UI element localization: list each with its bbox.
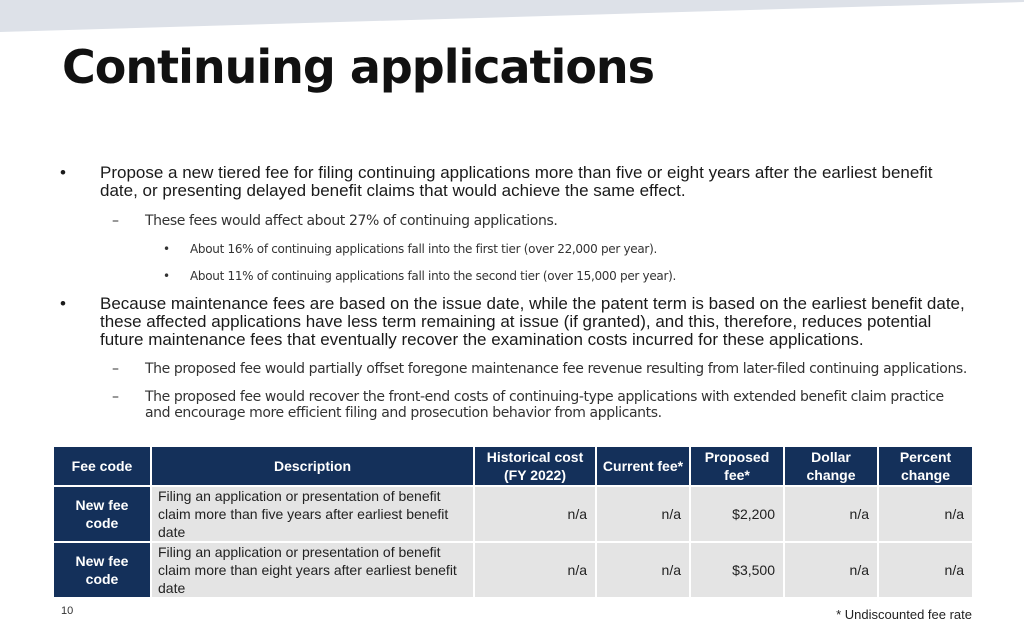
- percent-change-cell: n/a: [878, 542, 973, 598]
- proposed-fee-cell: $2,200: [690, 486, 784, 542]
- historical-cost-cell: n/a: [474, 542, 596, 598]
- bullet-level3: [60, 269, 970, 283]
- bullet-level3: [60, 242, 970, 256]
- header-proposed-fee: Proposed fee*: [690, 446, 784, 486]
- bullet-text: About 16% of continuing applications fall into the first tier (over 22,000 per year).: [190, 242, 657, 256]
- bullet-text: About 11% of continuing applications fall into the second tier (over 15,000 per year).: [190, 269, 677, 283]
- header-current-fee: Current fee*: [596, 446, 690, 486]
- header-percent-change: Percent change: [878, 446, 973, 486]
- slide-title: Continuing applications: [62, 40, 655, 94]
- table-row: [53, 542, 973, 598]
- dollar-change-cell: n/a: [784, 542, 878, 598]
- proposed-fee-cell: $3,500: [690, 542, 784, 598]
- header-band: [0, 0, 1024, 34]
- bullet-text: Because maintenance fees are based on the issue date, while the patent term is based on the earliest benefit date, these affected applications have less term remaining at issue (if granted), and this, therefore, reduces potential future maintenance fees that eventually recover the examination costs incurred for these applications.: [100, 294, 965, 349]
- bullet-level2: [60, 213, 970, 229]
- bullet-level2: [60, 361, 970, 377]
- bullet-marker: •: [60, 294, 66, 313]
- description-cell: Filing an application or presentation of benefit claim more than eight years after earliest benefit date: [151, 542, 474, 598]
- dash-marker: –: [112, 361, 119, 377]
- header-historical-cost: Historical cost (FY 2022): [474, 446, 596, 486]
- bullet-text: These fees would affect about 27% of continuing applications.: [145, 213, 558, 229]
- fee-code-cell: New fee code: [53, 542, 151, 598]
- footnote: * Undiscounted fee rate: [836, 607, 972, 622]
- bullet-text: The proposed fee would partially offset foregone maintenance fee revenue resulting from later-filed continuing applications.: [145, 361, 967, 377]
- bullet-marker: •: [60, 163, 66, 182]
- bullet-marker: •: [163, 269, 170, 283]
- page-number: 10: [61, 605, 74, 617]
- table-header-row: [53, 446, 973, 486]
- fee-code-cell: New fee code: [53, 486, 151, 542]
- historical-cost-cell: n/a: [474, 486, 596, 542]
- current-fee-cell: n/a: [596, 542, 690, 598]
- percent-change-cell: n/a: [878, 486, 973, 542]
- dash-marker: –: [112, 213, 119, 229]
- bullet-marker: •: [163, 242, 170, 256]
- header-dollar-change: Dollar change: [784, 446, 878, 486]
- bullet-level1: [60, 164, 970, 200]
- fee-table: [52, 445, 974, 599]
- dollar-change-cell: n/a: [784, 486, 878, 542]
- bullet-list: [60, 164, 970, 421]
- current-fee-cell: n/a: [596, 486, 690, 542]
- description-cell: Filing an application or presentation of benefit claim more than five years after earliest benefit date: [151, 486, 474, 542]
- bullet-level2: [60, 389, 970, 421]
- bullet-text: Propose a new tiered fee for filing continuing applications more than five or eight years after the earliest benefit date, or presenting delayed benefit claims that would achieve the same effect.: [100, 163, 933, 200]
- bullet-text: The proposed fee would recover the front-end costs of continuing-type applications with extended benefit claim practice and encourage more efficient filing and prosecution behavior from applicants.: [145, 389, 944, 421]
- header-fee-code: Fee code: [53, 446, 151, 486]
- bullet-level1: [60, 295, 970, 349]
- dash-marker: –: [112, 389, 119, 405]
- table-row: [53, 486, 973, 542]
- header-description: Description: [151, 446, 474, 486]
